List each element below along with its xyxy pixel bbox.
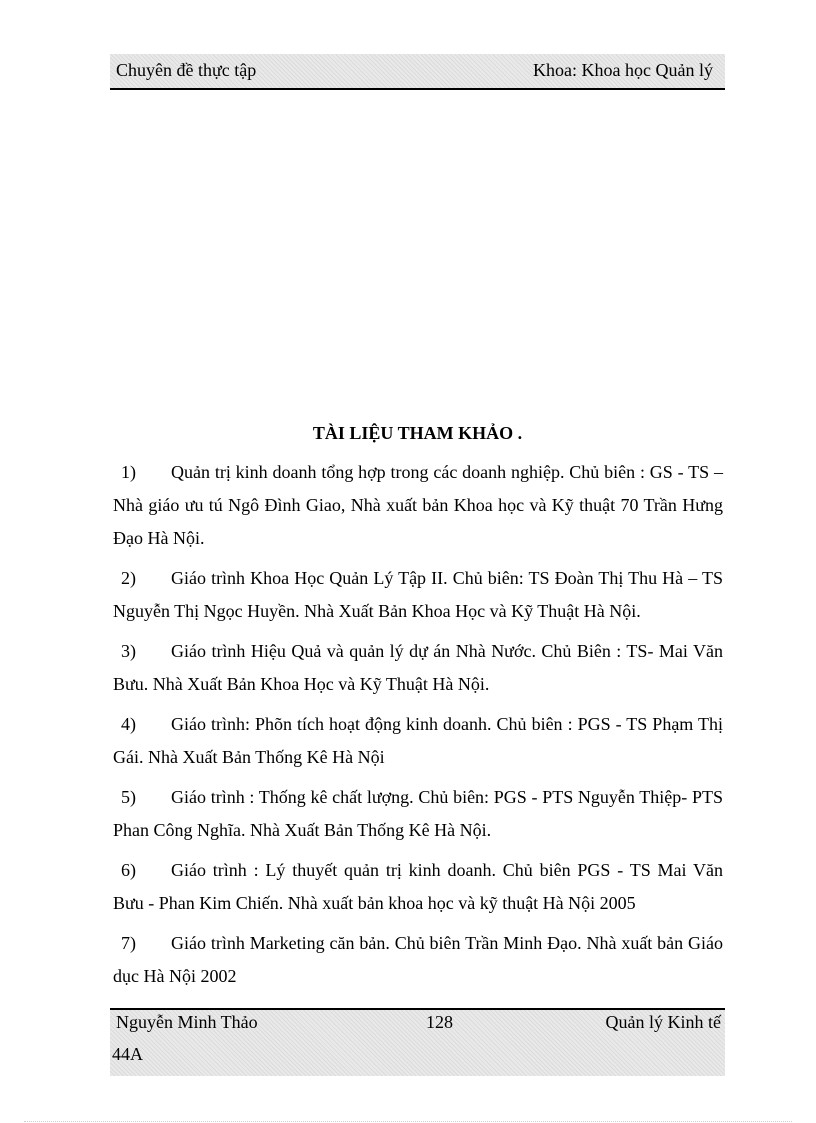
reference-item (113, 927, 723, 993)
footer-page-number: 128 (426, 1012, 453, 1032)
reference-number: 2) (121, 568, 136, 588)
footer-author: Nguyễn Minh Thảo (116, 1012, 258, 1032)
reference-item (113, 562, 723, 628)
page-bottom-divider (24, 1121, 792, 1122)
header-report-type: Chuyên đề thực tập (116, 60, 257, 80)
reference-text: Giáo trình: Phõn tích hoạt động kinh doanh. Chủ biên : PGS - TS Phạm Thị Gái. Nhà Xuất Bản Thống Kê Hà Nội (113, 714, 723, 767)
reference-text: Giáo trình Marketing căn bản. Chủ biên Trần Minh Đạo. Nhà xuất bản Giáo dục Hà Nội 2002 (113, 933, 723, 986)
reference-number: 7) (121, 933, 136, 953)
page-footer (110, 1008, 725, 1076)
reference-number: 1) (121, 462, 136, 482)
reference-number: 4) (121, 714, 136, 734)
page-header (110, 54, 725, 90)
reference-item (113, 781, 723, 847)
reference-list (113, 456, 723, 1000)
reference-item (113, 854, 723, 920)
reference-text: Giáo trình Khoa Học Quản Lý Tập II. Chủ biên: TS Đoàn Thị Thu Hà – TS Nguyễn Thị Ngọc Huyền. Nhà Xuất Bản Khoa Học và Kỹ Thuật Hà Nội. (113, 568, 723, 621)
footer-class: 44A (112, 1044, 143, 1064)
reference-item (113, 635, 723, 701)
reference-number: 5) (121, 787, 136, 807)
reference-text: Quản trị kinh doanh tổng hợp trong các doanh nghiệp. Chủ biên : GS - TS – Nhà giáo ưu tú Ngô Đình Giao, Nhà xuất bản Khoa học và Kỹ thuật 70 Trần Hưng Đạo Hà Nội. (113, 462, 723, 548)
reference-number: 6) (121, 860, 136, 880)
references-title: TÀI LIỆU THAM KHẢO . (312, 423, 523, 443)
footer-department: Quản lý Kinh tế (605, 1012, 721, 1032)
reference-item (113, 708, 723, 774)
reference-number: 3) (121, 641, 136, 661)
reference-item (113, 456, 723, 555)
reference-text: Giáo trình : Thống kê chất lượng. Chủ biên: PGS - PTS Nguyễn Thiệp- PTS Phan Công Nghĩa. Nhà Xuất Bản Thống Kê Hà Nội. (113, 787, 723, 840)
reference-text: Giáo trình Hiệu Quả và quản lý dự án Nhà Nước. Chủ Biên : TS- Mai Văn Bưu. Nhà Xuất Bản Khoa Học và Kỹ Thuật Hà Nội. (113, 641, 723, 694)
header-faculty: Khoa: Khoa học Quản lý (533, 60, 713, 80)
reference-text: Giáo trình : Lý thuyết quản trị kinh doanh. Chủ biên PGS - TS Mai Văn Bưu - Phan Kim Chiến. Nhà xuất bản khoa học và kỹ thuật Hà Nội 2005 (113, 860, 723, 913)
